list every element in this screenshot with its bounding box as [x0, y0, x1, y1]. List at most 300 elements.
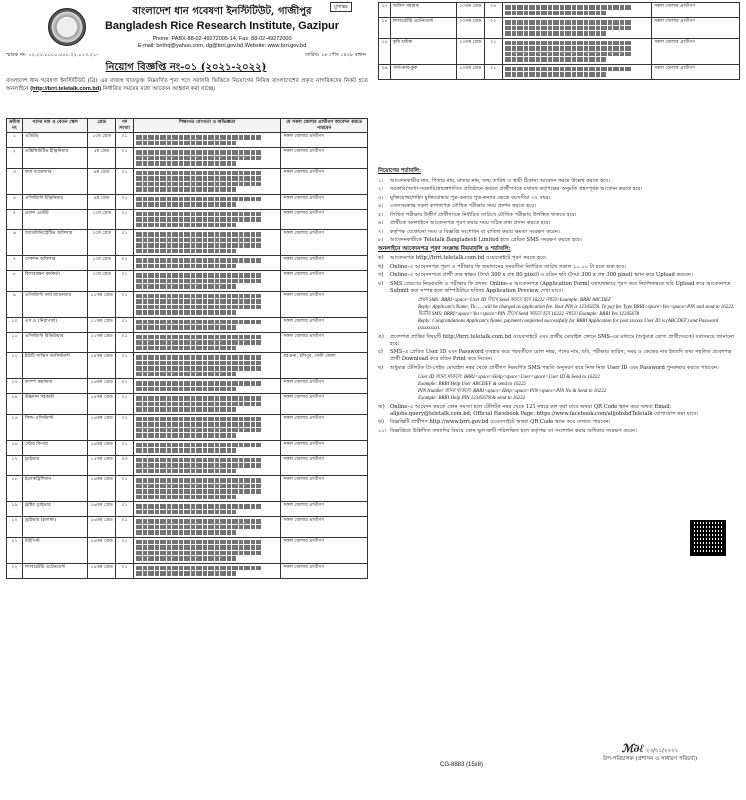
cell-quota: সকল জেলার প্রার্থীগণ: [281, 148, 368, 169]
table-row: [7, 230, 368, 256]
cell-post-name: এক্সিকিউটিভ ইঞ্জিনিয়ার: [22, 148, 87, 169]
table-row: [7, 332, 368, 353]
cell-sl: ১: [7, 133, 23, 148]
cell-count: ০১: [484, 38, 502, 64]
cell-sl: ২২: [7, 563, 23, 578]
cell-grade: ২০তম গ্রেড: [456, 18, 484, 39]
condition-text: কর্তৃপক্ষ যেকোনো সময় এ বিজ্ঞপ্তি সংশোধন বা বাতিল করার ক্ষমতা সংরক্ষণ করেন।: [390, 228, 560, 235]
cell-qualification: [133, 332, 280, 353]
condition-item: [378, 203, 740, 210]
cell-sl: ১০: [7, 317, 23, 332]
cell-sl: ৭: [7, 256, 23, 271]
qualification-text-line: [136, 264, 236, 269]
qualification-text-line: [505, 31, 606, 36]
table-row: [7, 291, 368, 317]
cell-count: ০১: [116, 332, 134, 353]
cell-post-name: এস.ও (নিরাপত্তা): [22, 317, 87, 332]
qualification-text-line: [505, 46, 632, 51]
contact-info: [92, 36, 352, 50]
cell-sl: ৮: [7, 271, 23, 292]
col-name: পদের নাম ও বেতন স্কেল: [22, 119, 87, 133]
conditions-title: নিয়োগের শর্তাবলি:: [378, 168, 422, 174]
condition-text: Online-এ আবেদন করতে কোন সমস্যা হলে টেলিটক নম্বর থেকে 121 নম্বরে কল করা যাবে অথবা QR Code স্ক্যান করে অথবা Email: alljobs.query@teletalk.com.bd; Official Facebook Page: https://www.facebook.com/alljobsbdTeletalk যোগাযোগ করা যাবে।: [390, 403, 699, 417]
condition-item: [378, 334, 740, 348]
qualification-text-line: [136, 407, 236, 412]
org-name-bn: বাংলাদেশ ধান গবেষণা ইনস্টিটিউট, গাজীপুর: [132, 6, 312, 17]
qualification-text-line: [136, 504, 261, 509]
qualification-text-line: [136, 417, 261, 422]
cell-quota: সকল জেলার প্রার্থীগণ: [281, 291, 368, 317]
cell-grade: ৯ম গ্রেড: [88, 194, 116, 209]
qualification-text-line: [136, 202, 236, 207]
cell-post-name: ড্রাইভার (হালকা): [22, 517, 87, 538]
cell-post-name: স্টোর কিপার: [22, 440, 87, 455]
condition-item: [378, 264, 740, 271]
cell-sl: ১৪: [7, 394, 23, 415]
qualification-text-line: [505, 41, 632, 46]
condition-text: আবেদনকারীকে Teletalk Bangladesh Limited হতে প্রেরিত SMS সংরক্ষণ করতে হবে।: [390, 237, 582, 244]
cell-sl: ৩: [7, 168, 23, 194]
condition-number: ১০।: [378, 427, 387, 434]
cell-quota: সকল জেলার প্রার্থীগণ: [281, 209, 368, 230]
conditions-section: [378, 168, 740, 436]
cell-count: ০১: [116, 209, 134, 230]
cell-post-name: ল্যাবরেটরি এটেনডেন্ট: [22, 563, 87, 578]
qualification-text-line: [136, 187, 236, 192]
table-row: [379, 18, 740, 39]
cell-qualification: [133, 476, 280, 502]
condition-text: Online-এ আবেদনপত্র পূরণ ও পরীক্ষার ফি জমাদানের সময়সীমা নির্ধারিত তারিখ সকাল ১০.০০ টা হতে শুরু হবে।: [390, 263, 626, 270]
qualification-text-line: [136, 372, 236, 377]
cell-grade: ১৬তম গ্রেড: [88, 440, 116, 455]
brri-logo-icon: [48, 8, 86, 46]
cell-sl: ১১: [7, 332, 23, 353]
condition-text: লিখিত পরীক্ষায় উত্তীর্ণ প্রার্থীগণকে নির্ধারিত তারিখে মৌখিক পরীক্ষায় উপস্থিত থাকতে হবে।: [390, 211, 577, 218]
condition-item: [378, 272, 740, 279]
cell-quota: সকল জেলার প্রার্থীগণ: [281, 379, 368, 394]
cell-quota: সকল জেলার প্রার্থীগণ: [281, 563, 368, 578]
cell-post-name: গার্ড-কাম-কুক: [390, 64, 456, 79]
cell-count: ০২: [116, 414, 134, 440]
cell-qualification: [502, 64, 651, 79]
qualification-text-line: [136, 161, 236, 166]
cell-post-name: ইলেকট্রিশিয়ান: [22, 476, 87, 502]
cell-quota: সকল জেলার প্রার্থীগণ: [281, 537, 368, 563]
qualification-text-line: [136, 223, 236, 228]
table-header-row: [7, 119, 368, 133]
table-row: [7, 517, 368, 538]
condition-number: ঝ): [378, 419, 384, 426]
qualification-text-line: [136, 325, 236, 330]
cell-post-name: ড্রাইভার: [22, 455, 87, 476]
condition-item: [378, 349, 740, 363]
cell-grade: ৫ম গ্রেড: [88, 148, 116, 169]
cell-grade: ১০ম গ্রেড: [88, 209, 116, 230]
cell-qualification: [133, 148, 280, 169]
cell-grade: ১৬তম গ্রেড: [88, 537, 116, 563]
phone-line: Phone: PABX-88-02-49272005-14, Fax: 88-02-49272000: [152, 36, 292, 42]
qualification-text-line: [136, 284, 236, 289]
cell-qualification: [133, 502, 280, 517]
newspaper-stamp: যুগান্তর: [330, 2, 352, 12]
condition-item: [378, 404, 740, 418]
qualification-text-line: [136, 232, 261, 237]
cell-count: ০১: [116, 194, 134, 209]
cell-post-name: সেকশন অফিসার: [22, 256, 87, 271]
cell-grade: ১৪তম গ্রেড: [88, 394, 116, 415]
cell-count: ০১: [116, 317, 134, 332]
sms-instructions: [418, 297, 740, 332]
qualification-text-line: [505, 5, 632, 10]
recover-line: Example: BRRI Help User ABCDEF & send to 16222: [418, 381, 526, 387]
qualification-text-line: [136, 433, 236, 438]
intro-paragraph: [6, 78, 368, 93]
qualification-text-line: [136, 428, 261, 433]
email-line: E-mail: brrihq@yahoo.com, dg@brri.gov.bd Website: www.brri.gov.bd: [137, 42, 307, 49]
col-count: পদ সংখ্যা: [116, 119, 134, 133]
qualification-text-line: [136, 135, 261, 140]
table-row: [7, 502, 368, 517]
condition-text: প্রার্থীকে অনলাইনে আবেদনপত্র পূরণ করার সময় সঠিক তথ্য প্রদান করতে হবে।: [390, 220, 551, 227]
condition-item: [378, 178, 740, 185]
cell-post-name: এডিটর: [22, 133, 87, 148]
cg-code: CG-8883 (15x8): [440, 762, 484, 768]
memo-row: [6, 52, 366, 58]
condition-number: ৪।: [378, 203, 384, 210]
cell-count: ০১: [116, 563, 134, 578]
cell-count: ০২: [484, 18, 502, 39]
cell-count: ০১: [116, 502, 134, 517]
condition-number: ছ): [378, 364, 384, 371]
recover-line: Example: BRRI Help PIN 12345678 & send to 16222: [418, 395, 526, 401]
condition-item: [378, 419, 740, 426]
qr-code-icon[interactable]: [690, 520, 726, 556]
sms-line: প্রথম SMS: BRRI<space>User ID লিখে Send করতে হবে 16222 নম্বরে। Example: BRRI ABCDEF: [418, 297, 612, 303]
cell-post-name: এসিস্ট্যান্ট ইঞ্জিনিয়ার: [22, 194, 87, 209]
cell-sl: ২৪: [379, 18, 391, 39]
qualification-text-line: [136, 387, 236, 392]
memo-date: তারিখ: ১৮ পৌষ ১৪২৮ বঙ্গাব্দ: [305, 52, 366, 58]
cell-qualification: [133, 353, 280, 379]
qualification-text-line: [136, 484, 261, 489]
qualification-text-line: [136, 156, 261, 161]
condition-item: [378, 220, 740, 227]
cell-sl: ১৮: [7, 476, 23, 502]
qualification-text-line: [136, 238, 261, 243]
cell-quota: সকল জেলার প্রার্থীগণ: [281, 194, 368, 209]
table-row: [7, 317, 368, 332]
cell-qualification: [133, 271, 280, 292]
condition-item: [378, 237, 740, 244]
condition-number: জ): [378, 403, 385, 410]
qualification-text-line: [136, 305, 261, 310]
cell-grade: ১৬তম গ্রেড: [88, 414, 116, 440]
table-row: [7, 133, 368, 148]
condition-number: ২।: [378, 186, 384, 193]
cell-count: ০১: [484, 64, 502, 79]
qualification-text-line: [136, 176, 261, 181]
cell-sl: ৪: [7, 194, 23, 209]
apply-url-link[interactable]: (http://brri.teletalk.com.bd): [30, 85, 102, 92]
qualification-text-line: [136, 495, 236, 500]
cell-quota: সকল জেলার প্রার্থীগণ: [652, 38, 740, 64]
cell-grade: ২০তম গ্রেড: [456, 38, 484, 64]
cell-quota: সকল জেলার প্রার্থীগণ: [281, 517, 368, 538]
table-row: [7, 256, 368, 271]
cell-post-name: ট্রাক্টর ড্রাইভার: [22, 502, 87, 517]
signature-designation: উপ-পরিচালক (প্রশাসন ও সাধারণ পরিচর্যা): [602, 755, 698, 762]
cell-grade: ২০তম গ্রেড: [456, 64, 484, 79]
table-row: [7, 476, 368, 502]
signature-block: [560, 742, 740, 763]
cell-sl: ১৬: [7, 440, 23, 455]
qualification-text-line: [136, 182, 261, 187]
qualification-text-line: [136, 540, 261, 545]
cell-count: ০১: [116, 271, 134, 292]
cell-grade: ১১তম গ্রেড: [88, 332, 116, 353]
qualification-text-line: [505, 72, 606, 77]
condition-text: বিজ্ঞপ্তিটি প্রার্থীগণ http://www.brri.gov.bd ওয়েবসাইটে অথবা QR Code স্ক্যান করে দেখতে পারবেন।: [390, 419, 611, 426]
table-row: [7, 537, 368, 563]
col-grade: গ্রেড: [88, 119, 116, 133]
cell-grade: ১০ম গ্রেড: [88, 230, 116, 256]
condition-text: SMS প্রেরণের নিয়মাবলি ও পরীক্ষার ফি প্রদান: Online-এ আবেদনপত্র (Application Form) যথাযথভাবে পূরণ করে নির্দেশনামতে ছবি Upload করে আবেদনপত্র Submit করা সম্পন্ন হলে কম্পিউটারে ছবিসহ Application Preview দেখা যাবে।: [390, 280, 731, 294]
cell-post-name: ল্যাবরেটরি এটেনডেন্ট: [390, 18, 456, 39]
qualification-text-line: [136, 566, 261, 571]
qualification-text-line: [136, 463, 261, 468]
qualification-text-line: [136, 150, 261, 155]
cell-quota: সকল জেলার প্রার্থীগণ: [281, 317, 368, 332]
cell-count: ০৩: [116, 455, 134, 476]
cell-sl: ১৭: [7, 455, 23, 476]
qualification-text-line: [136, 402, 261, 407]
cell-quota: সকল জেলার প্রার্থীগণ: [281, 230, 368, 256]
condition-number: ঙ): [378, 333, 384, 340]
cell-grade: ১৯তম গ্রেড: [88, 563, 116, 578]
table-row: [379, 3, 740, 18]
cell-quota: সকল জেলার প্রার্থীগণ: [281, 414, 368, 440]
cell-sl: ২: [7, 148, 23, 169]
condition-text: বিজ্ঞপ্তিতে উল্লিখিত তথ্যাদির বিষয়ে কোন ভুল-ত্রুটি পরিলক্ষিত হলে কর্তৃপক্ষ তা সংশোধন করার অধিকার সংরক্ষণ করেন।: [390, 427, 637, 434]
intro-text: বাংলাদেশ ধান গবেষণা ইনস্টিটিউট (ব্রি) এর রাজস্ব খাতভুক্ত নিম্নবর্ণিত শূন্য পদে সরাসরি ভিত্তিতে নিয়োগের নিমিত্ত বাংলাদেশের প্রকৃত নাগরিকদের নিকট হতে অনলাইনে: [6, 78, 368, 92]
cell-quota: সকল জেলার প্রার্থীগণ: [281, 476, 368, 502]
condition-item: [378, 428, 740, 435]
cell-qualification: [502, 38, 651, 64]
cell-count: ০১: [116, 394, 134, 415]
cell-count: ০১: [116, 148, 134, 169]
table-row: [7, 353, 368, 379]
cell-sl: ১৯: [7, 502, 23, 517]
qualification-text-line: [505, 57, 606, 62]
cell-quota: সকল জেলার প্রার্থীগণ: [281, 394, 368, 415]
cell-grade: ১৬তম গ্রেড: [88, 517, 116, 538]
condition-text: শুধুমাত্র টেলিটক প্রি-পেইড মোবাইল নম্বর থেকে প্রার্থীগণ নিম্নবর্ণিত SMS পদ্ধতি অনুসরণ করে নিজ নিজ User ID এবং Password পুনরুদ্ধার করতে পারবেন।: [390, 364, 719, 371]
condition-number: ৩।: [378, 194, 384, 201]
qualification-text-line: [505, 26, 632, 31]
cell-sl: ৯: [7, 291, 23, 317]
sms-line: Reply: Applicant's Name, Tk-......will be charged as application fee. Your PIN is 12345678. To pay fee Type BRRI<space>Yes<space>PIN and send to 16222.: [418, 304, 735, 310]
qualification-text-line: [136, 545, 261, 550]
cell-quota: সকল জেলার প্রার্থীগণ: [281, 168, 368, 194]
cell-quota: বরগুনা, চাঁদপুর, ফেনী জেলা: [281, 353, 368, 379]
cell-sl: ১৫: [7, 414, 23, 440]
condition-text: Online-এ আবেদনপত্রে প্রার্থী তার স্বাক্ষর (দৈর্ঘ্য 300 x প্রস্থ 80 pixel) ও রঙিন ছবি (দৈর্ঘ্য 300 x প্রস্থ 300 pixel) স্ক্যান করে Upload করবেন।: [390, 272, 693, 279]
org-name-en: Bangladesh Rice Research Institute, Gazipur: [104, 20, 340, 32]
qualification-text-line: [136, 448, 236, 453]
cell-count: ০২: [116, 256, 134, 271]
qualification-text-line: [136, 361, 261, 366]
qualification-text-line: [136, 320, 261, 325]
cell-post-name: কৃষি শ্রমিক: [390, 38, 456, 64]
qualification-text-line: [136, 422, 261, 427]
cell-post-name: ফিল্ড এসিস্ট্যান্ট: [22, 414, 87, 440]
condition-item: [378, 186, 740, 193]
col-sl: ক্রমিক নং: [7, 119, 23, 133]
cell-count: ০১: [116, 230, 134, 256]
table-row: [7, 271, 368, 292]
cell-qualification: [133, 168, 280, 194]
cell-qualification: [133, 256, 280, 271]
qualification-text-line: [136, 551, 261, 556]
cell-quota: সকল জেলার প্রার্থীগণ: [281, 332, 368, 353]
cell-quota: সকল জেলার প্রার্থীগণ: [281, 455, 368, 476]
qualification-text-line: [136, 217, 261, 222]
qualification-text-line: [136, 249, 236, 254]
cell-qualification: [133, 517, 280, 538]
qualification-text-line: [136, 443, 261, 448]
qualification-text-line: [136, 510, 236, 515]
cell-post-name: অ্যাডমিনিস্ট্রেটিভ অফিসার: [22, 230, 87, 256]
table-row: [7, 455, 368, 476]
qualification-text-line: [136, 571, 236, 576]
recover-instructions: [418, 374, 740, 402]
cell-sl: ২১: [7, 537, 23, 563]
sms-line: Reply: Congratulations Applicant's Name, payment completed successfully for BRRI Application for post xxxxxx User ID is (ABCDEF) and Password (xxxxxxxx).: [418, 318, 719, 331]
cell-qualification: [133, 455, 280, 476]
cell-qualification: [502, 18, 651, 39]
col-qualification: শিক্ষাগত যোগ্যতা ও অভিজ্ঞতা: [133, 119, 280, 133]
table-row: [7, 563, 368, 578]
cell-qualification: [133, 440, 280, 455]
cell-qualification: [133, 317, 280, 332]
condition-number: ১।: [378, 177, 384, 184]
cell-grade: ১১তম গ্রেড: [88, 291, 116, 317]
cell-post-name: এসিস্ট্যান্ট ফার্ম ম্যানেজার: [22, 291, 87, 317]
qualification-text-line: [136, 171, 261, 176]
cell-qualification: [133, 209, 280, 230]
signature-date: ২৩/০১/২০২২: [645, 748, 679, 754]
sms-line: দ্বিতীয় SMS: BRRI<space>Yes<space>PIN লিখে Send করতে হবে 16222 নম্বরে। Example: BRRI Yes 12345678: [418, 311, 640, 317]
qualification-text-line: [505, 11, 606, 16]
condition-number: ৭।: [378, 228, 384, 235]
cell-grade: ১০ম গ্রেড: [88, 133, 116, 148]
qualification-text-line: [505, 52, 632, 57]
cell-quota: সকল জেলার প্রার্থীগণ: [652, 18, 740, 39]
cell-count: ০১: [116, 291, 134, 317]
condition-item: [378, 365, 740, 372]
qualification-text-line: [136, 279, 261, 284]
col-quota: যে সকল জেলার প্রার্থীগণ আবেদন করতে পারবেন: [281, 119, 368, 133]
cell-sl: ২৩: [379, 3, 391, 18]
cell-count: ০৪: [484, 3, 502, 18]
cell-qualification: [133, 414, 280, 440]
table-row: [7, 414, 368, 440]
cell-sl: ৫: [7, 209, 23, 230]
cell-sl: ২০: [7, 517, 23, 538]
posts-table-right: [378, 2, 740, 80]
cell-post-name: অফিস সহায়ক: [390, 3, 456, 18]
ad-title: নিয়োগ বিজ্ঞপ্তি নং-০১ (২০২১-২০২২): [105, 62, 267, 73]
cell-post-name: এসিস্ট্যান্ট রিভিউয়ার: [22, 332, 87, 353]
qualification-text-line: [136, 197, 261, 202]
table-row: [7, 394, 368, 415]
qualification-text-line: [136, 335, 261, 340]
table-row: [7, 148, 368, 169]
cell-quota: সকল জেলার প্রার্থীগণ: [281, 271, 368, 292]
condition-text: আবেদনকারীর নাম, পিতার নাম, মাতার নাম, জন্ম তারিখ ও স্থায়ী ঠিকানা আবেদন ফরমে উল্লেখ করতে হবে।: [390, 177, 610, 184]
cell-quota: সকল জেলার প্রার্থীগণ: [652, 64, 740, 79]
cell-grade: ৯ম গ্রেড: [88, 168, 116, 194]
cell-qualification: [133, 194, 280, 209]
cell-qualification: [133, 291, 280, 317]
cell-grade: ২০তম গ্রেড: [456, 3, 484, 18]
posts-table-left: [6, 118, 368, 579]
intro-text-2: নির্ধারিত সময়ের মধ্যে আবেদন আহ্বান করা যাচ্ছে।: [102, 85, 216, 92]
cell-sl: ২৫: [379, 38, 391, 64]
condition-number: ঘ): [378, 280, 384, 287]
condition-text: SMS-এ প্রেরিত User ID এবং Password ব্যবহার করে পরবর্তীতে রোল নম্বর, পদের নাম, ছবি, পরীক্ষার তারিখ, সময় ও কেন্দ্রের নাম ইত্যাদি তথ্য সম্বলিত প্রবেশপত্র প্রার্থী Download করে রঙিন Print করে নিবেন।: [390, 349, 732, 363]
qualification-text-line: [136, 299, 261, 304]
qualification-text-line: [136, 469, 236, 474]
condition-number: গ): [378, 272, 384, 279]
cell-quota: সকল জেলার প্রার্থীগণ: [652, 3, 740, 18]
cell-count: ০১: [116, 353, 134, 379]
cell-grade: ১৬তম গ্রেড: [88, 476, 116, 502]
cell-grade: ১৬তম গ্রেড: [88, 379, 116, 394]
cell-sl: ২৬: [379, 64, 391, 79]
table-row: [7, 440, 368, 455]
table-row: [7, 194, 368, 209]
cell-grade: ১০ম গ্রেড: [88, 271, 116, 292]
table-row: [7, 168, 368, 194]
cell-count: ০২: [116, 379, 134, 394]
cell-count: ০১: [116, 537, 134, 563]
cell-qualification: [133, 394, 280, 415]
qualification-text-line: [136, 366, 261, 371]
qualification-text-line: [136, 556, 236, 561]
condition-item: [378, 281, 740, 295]
cell-grade: ১১তম গ্রেড: [88, 317, 116, 332]
recover-line: User ID জানা থাকলে: BRRI<space>Help<space>User<space>User ID & Send to 16222: [418, 374, 600, 380]
condition-text: প্রবেশপত্র প্রাপ্তির বিষয়টি http://brri.teletalk.com.bd ওয়েবসাইটে এবং প্রার্থীর মোবাইল ফোনে SMS-এর মাধ্যমে (শুধুমাত্র যোগ্য প্রার্থীদেরকে) যথাসময়ে জানানো হবে।: [390, 333, 734, 347]
condition-item: [378, 229, 740, 236]
qualification-text-line: [136, 355, 261, 360]
cell-count: ০১: [116, 440, 134, 455]
cell-post-name: টাইপিস্ট: [22, 537, 87, 563]
cell-grade: ১০ম গ্রেড: [88, 256, 116, 271]
condition-number: ক): [378, 255, 384, 262]
condition-item: [378, 212, 740, 219]
cell-post-name: ক্যাম্প কমান্ডার: [22, 379, 87, 394]
signature-row: [560, 742, 740, 756]
cell-quota: সকল জেলার প্রার্থীগণ: [281, 133, 368, 148]
condition-number: ৬।: [378, 220, 384, 227]
cell-qualification: [502, 3, 651, 18]
condition-text: মুক্তিযোদ্ধা/শহিদ মুক্তিযোদ্ধার পুত্র-কন্যার পুত্র-কন্যার ক্ষেত্রে বয়সসীমা ৩২ বছর।: [390, 194, 551, 201]
qualification-text-line: [136, 346, 236, 351]
cell-quota: সকল জেলার প্রার্থীগণ: [281, 502, 368, 517]
cell-qualification: [133, 230, 280, 256]
